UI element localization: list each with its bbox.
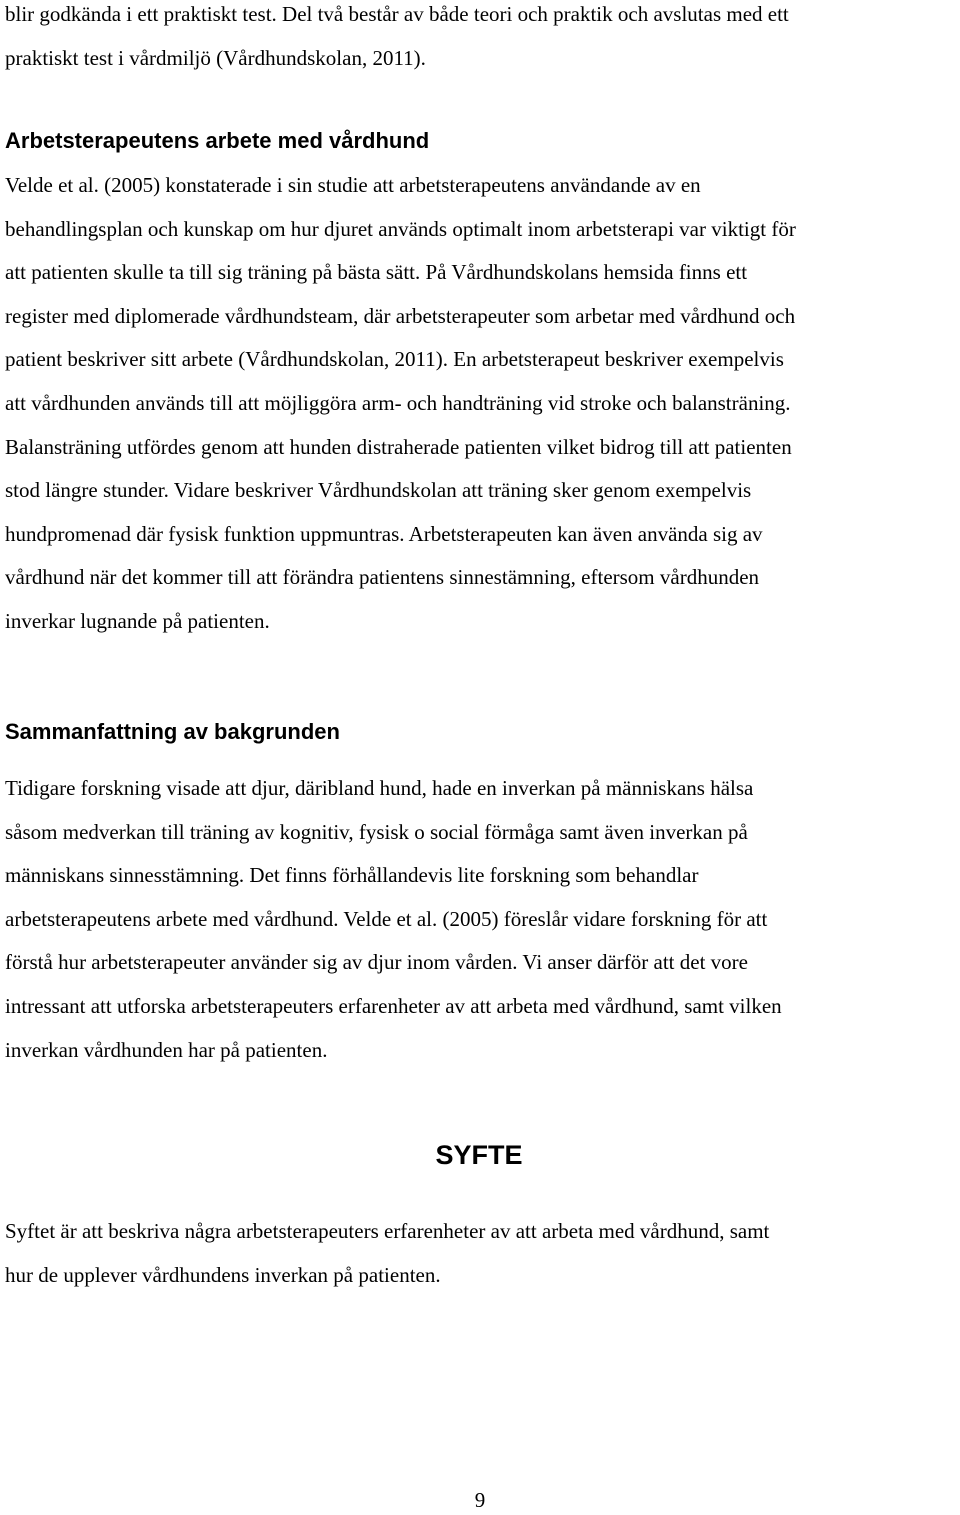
section-heading-arbetsterapeut: Arbetsterapeutens arbete med vårdhund	[5, 128, 430, 153]
paragraph-line: patient beskriver sitt arbete (Vårdhundskolan, 2011). En arbetsterapeut beskriver exempelvis	[5, 347, 784, 372]
paragraph-line: Syftet är att beskriva några arbetsterapeuters erfarenheter av att arbeta med vårdhund, samt	[5, 1219, 770, 1243]
paragraph-line: Velde et al. (2005) konstaterade i sin studie att arbetsterapeutens användande av en	[5, 173, 701, 197]
paragraph-line: Tidigare forskning visade att djur, däribland hund, hade en inverkan på människans hälsa	[5, 776, 754, 800]
paragraph-line: arbetsterapeutens arbete med vårdhund. Velde et al. (2005) föreslår vidare forskning för att	[5, 906, 768, 931]
paragraph-line: hur de upplever vårdhundens inverkan på patienten.	[5, 1262, 441, 1287]
paragraph-line: register med diplomerade vårdhundsteam, där arbetsterapeuter som arbetar med vårdhund och	[5, 303, 796, 328]
paragraph-arbetsterapeut	[5, 164, 796, 644]
paragraph-line: att vårdhunden används till att möjliggöra arm- och handträning vid stroke och balansträning.	[5, 390, 791, 415]
paragraph-line: stod längre stunder. Vidare beskriver Vårdhundskolan att träning sker genom exempelvis	[5, 478, 752, 503]
paragraph-line: praktiskt test i vårdmiljö (Vårdhundskolan, 2011).	[5, 45, 426, 70]
section-heading-sammanfattning: Sammanfattning av bakgrunden	[5, 719, 340, 744]
paragraph-syfte	[5, 1210, 769, 1297]
paragraph-line: hundpromenad där fysisk funktion uppmuntras. Arbetsterapeuten kan även använda sig av	[5, 521, 763, 546]
paragraph-sammanfattning	[5, 767, 782, 1072]
paragraph-line: blir godkända i ett praktiskt test. Del två består av både teori och praktik och avslutas med ett	[5, 2, 789, 26]
section-heading-syfte: SYFTE	[435, 1140, 523, 1170]
paragraph-line: inverkan vårdhunden har på patienten.	[5, 1037, 328, 1062]
paragraph-line: behandlingsplan och kunskap om hur djuret används optimalt inom arbetsterapi var viktigt för	[5, 216, 796, 241]
paragraph-line: människans sinnesstämning. Det finns förhållandevis lite forskning som behandlar	[5, 863, 699, 888]
paragraph-line: vårdhund när det kommer till att förändra patientens sinnestämning, eftersom vårdhunden	[5, 565, 760, 590]
paragraph-line: förstå hur arbetsterapeuter använder sig av djur inom vården. Vi anser därför att det vore	[5, 950, 748, 975]
intro-paragraph	[5, 0, 789, 80]
paragraph-line: att patienten skulle ta till sig träning på bästa sätt. På Vårdhundskolans hemsida finns ett	[5, 260, 748, 285]
paragraph-line: såsom medverkan till träning av kognitiv, fysisk o social förmåga samt även inverkan på	[5, 819, 748, 844]
paragraph-line: Balansträning utfördes genom att hunden distraherade patienten vilket bidrog till att patienten	[5, 434, 792, 459]
page-number: 9	[474, 1488, 486, 1512]
paragraph-line: inverkar lugnande på patienten.	[5, 608, 270, 633]
paragraph-line: intressant att utforska arbetsterapeuters erfarenheter av att arbeta med vårdhund, samt vilken	[5, 993, 782, 1018]
